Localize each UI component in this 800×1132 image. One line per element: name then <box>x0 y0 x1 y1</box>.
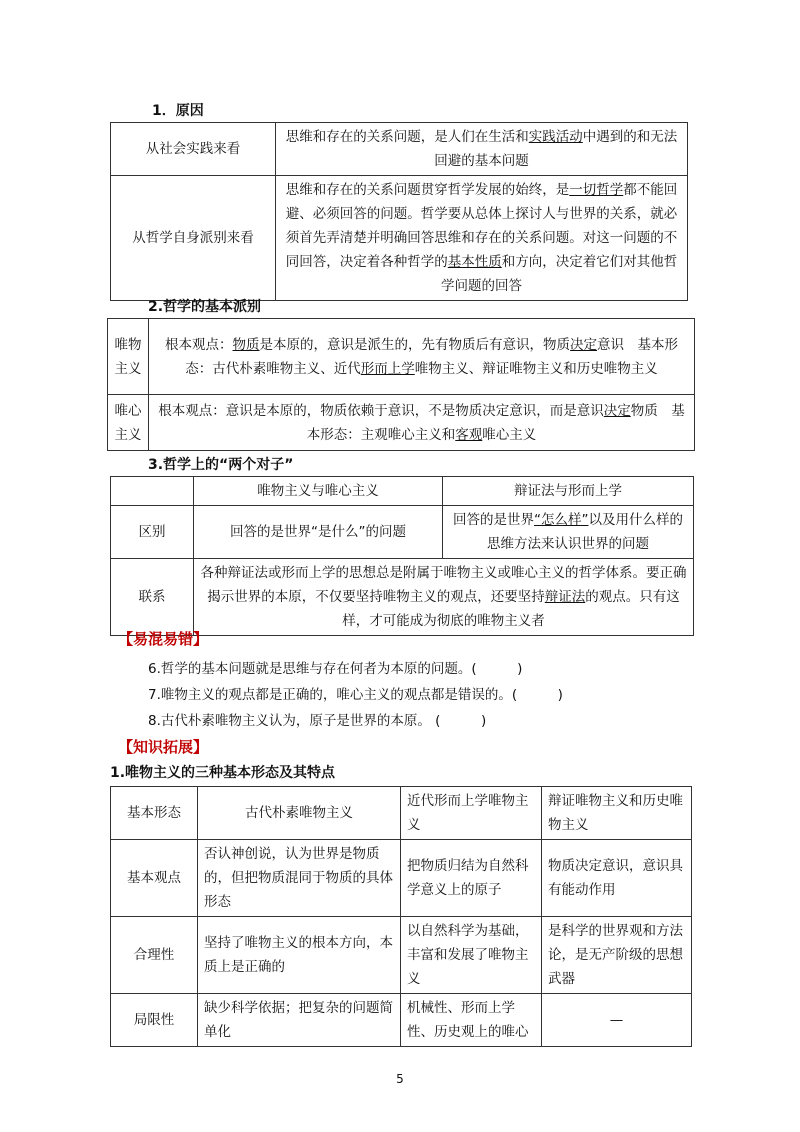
list-item: 8.古代朴素唯物主义认为，原子是世界的本原。 ( ) <box>148 713 487 729</box>
cause-label: 从社会实践来看 <box>111 123 276 176</box>
schools-table <box>107 318 695 451</box>
causes-table <box>110 122 688 301</box>
cause-label: 从哲学自身派别来看 <box>111 176 276 301</box>
underlined-term: 一切哲学 <box>569 182 624 198</box>
link-label: 联系 <box>111 559 194 636</box>
page-number: 5 <box>396 1072 404 1086</box>
table-row <box>111 917 692 994</box>
section-heading-causes: 1．原因 <box>152 103 204 119</box>
cause-content: 思维和存在的关系问题，是人们在生活和实践活动中遇到的和无法回避的基本问题 <box>276 123 688 176</box>
cell: 机械性、形而上学性、历史观上的唯心 <box>401 994 542 1047</box>
school-content: 根本观点：意识是本原的，物质依赖于意识，不是物质决定意识，而是意识决定物质 基本形态：主观唯心主义和客观唯心主义 <box>149 395 695 451</box>
table-row <box>111 994 692 1047</box>
underlined-term: 辩证法 <box>544 589 586 605</box>
underlined-term: 实践活动 <box>528 129 583 145</box>
underlined-term: 决定 <box>570 336 597 353</box>
col-header: 辩证法与形而上学 <box>443 477 694 506</box>
school-label: 唯心主义 <box>108 395 149 451</box>
extension-heading: 1.唯物主义的三种基本形态及其特点 <box>110 765 336 781</box>
underlined-term: 物质 <box>232 336 260 353</box>
diff-materialism: 回答的是世界“是什么”的问题 <box>194 506 443 559</box>
confusion-title: 【易混易错】 <box>118 630 209 648</box>
cause-content: 思维和存在的关系问题贯穿哲学发展的始终，是一切哲学都不能回避、必须回答的问题。哲学要从总体上探讨人与世界的关系，就必须首先弄清楚并明确回答思维和存在的关系问题。对这一问题的不同回答，决定着各种哲学的基本性质和方向，决定着它们对其他哲学问题的回答 <box>276 176 688 301</box>
cell: 物质决定意识，意识具有能动作用 <box>542 840 692 917</box>
section-heading-schools: 2.哲学的基本派别 <box>148 299 262 315</box>
table-header: 辩证唯物主义和历史唯物主义 <box>542 787 692 840</box>
row-label: 基本观点 <box>111 840 198 917</box>
confusion-list <box>148 656 563 734</box>
col-header: 唯物主义与唯心主义 <box>194 477 443 506</box>
forms-table <box>110 786 692 1047</box>
cell: 把物质归结为自然科学意义上的原子 <box>401 840 542 917</box>
cell: 是科学的世界观和方法论，是无产阶级的思想武器 <box>542 917 692 994</box>
underlined-term: 决定 <box>603 402 631 419</box>
list-item: 7.唯物主义的观点都是正确的，唯心主义的观点都是错误的。( ) <box>148 687 563 703</box>
school-label: 唯物主义 <box>108 319 149 395</box>
cell: 以自然科学为基础，丰富和发展了唯物主义 <box>401 917 542 994</box>
list-item: 6.哲学的基本问题就是思维与存在何者为本原的问题。( ) <box>148 661 523 677</box>
corner-cell <box>111 477 194 506</box>
row-label: 合理性 <box>111 917 198 994</box>
section-heading-pairs: 3.哲学上的“两个对子” <box>148 457 294 473</box>
cell: 坚持了唯物主义的根本方向，本质上是正确的 <box>198 917 401 994</box>
extension-title: 【知识拓展】 <box>118 738 209 756</box>
underlined-term: 客观 <box>455 426 483 443</box>
diff-dialectics: 回答的是世界“怎么样”以及用什么样的思维方法来认识世界的问题 <box>443 506 694 559</box>
table-row <box>111 840 692 917</box>
pairs-table <box>110 476 694 636</box>
cell: 缺少科学依据；把复杂的问题简单化 <box>198 994 401 1047</box>
underlined-term: 基本性质 <box>447 254 502 270</box>
school-content: 根本观点：物质是本原的，意识是派生的，先有物质后有意识，物质决定意识 基本形态：古代朴素唯物主义、近代形而上学唯物主义、辩证唯物主义和历史唯物主义 <box>149 319 695 395</box>
cell: — <box>542 994 692 1047</box>
link-content: 各种辩证法或形而上学的思想总是附属于唯物主义或唯心主义的哲学体系。要正确揭示世界的本原，不仅要坚持唯物主义的观点，还要坚持辩证法的观点。只有这样，才可能成为彻底的唯物主义者 <box>194 559 694 636</box>
diff-label: 区别 <box>111 506 194 559</box>
table-header: 基本形态 <box>111 787 198 840</box>
underlined-term: 形而上学 <box>360 360 415 377</box>
row-label: 局限性 <box>111 994 198 1047</box>
table-header: 近代形而上学唯物主义 <box>401 787 542 840</box>
underlined-term: “怎么样” <box>534 512 589 528</box>
cell: 否认神创说，认为世界是物质的，但把物质混同于物质的具体形态 <box>198 840 401 917</box>
table-header: 古代朴素唯物主义 <box>198 787 401 840</box>
